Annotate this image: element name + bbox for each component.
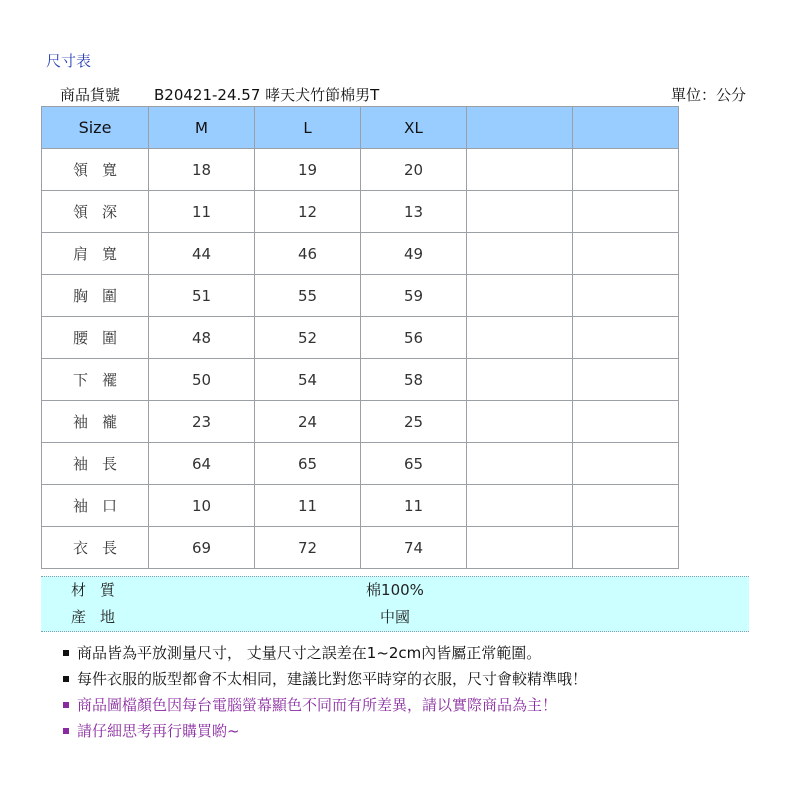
table-cell [467, 317, 573, 359]
table-cell [467, 149, 573, 191]
row-label: 胸圍 [42, 275, 149, 317]
table-cell [573, 527, 679, 569]
table-cell: 12 [255, 191, 361, 233]
row-label: 腰圍 [42, 317, 149, 359]
table-cell: 58 [361, 359, 467, 401]
origin-value: 中國 [379, 608, 410, 626]
product-code-value: B20421-24.57 哮天犬竹節棉男T [154, 86, 380, 104]
note-text: 商品皆為平放測量尺寸， 丈量尺寸之誤差在1~2cm內皆屬正常範圍。 [77, 644, 542, 662]
product-info [60, 84, 379, 105]
table-row [42, 527, 679, 569]
table-row [42, 233, 679, 275]
note-item [60, 640, 587, 666]
note-text: 每件衣服的版型都會不太相同，建議比對您平時穿的衣服，尺寸會較精準哦！ [77, 670, 588, 688]
header-xl: XL [361, 107, 467, 149]
row-label: 袖口 [42, 485, 149, 527]
row-label: 衣長 [42, 527, 149, 569]
table-cell: 72 [255, 527, 361, 569]
table-cell [467, 275, 573, 317]
table-cell [573, 359, 679, 401]
table-cell [467, 527, 573, 569]
table-cell [573, 401, 679, 443]
table-cell: 44 [149, 233, 255, 275]
note-text: 商品圖檔顏色因每台電腦螢幕顯色不同而有所差異，請以實際商品為主！ [77, 696, 558, 714]
notes-list [60, 640, 587, 744]
header-m: M [149, 107, 255, 149]
bullet-square-icon [63, 676, 69, 682]
table-cell: 11 [255, 485, 361, 527]
note-item [60, 718, 587, 744]
table-cell [467, 233, 573, 275]
table-cell: 52 [255, 317, 361, 359]
table-cell [573, 233, 679, 275]
table-cell [467, 401, 573, 443]
material-row [41, 577, 749, 604]
table-cell [573, 191, 679, 233]
table-cell: 56 [361, 317, 467, 359]
unit-label: 單位：公分 [670, 86, 746, 104]
table-cell: 64 [149, 443, 255, 485]
origin-row [41, 604, 749, 631]
table-row [42, 359, 679, 401]
size-header-row [42, 107, 679, 149]
table-row [42, 443, 679, 485]
table-cell [467, 443, 573, 485]
table-cell: 11 [149, 191, 255, 233]
table-cell: 18 [149, 149, 255, 191]
header-l: L [255, 107, 361, 149]
row-label: 肩寬 [42, 233, 149, 275]
table-cell [573, 149, 679, 191]
table-row [42, 317, 679, 359]
table-cell: 13 [361, 191, 467, 233]
row-label: 領深 [42, 191, 149, 233]
table-cell: 59 [361, 275, 467, 317]
table-cell [573, 317, 679, 359]
size-chart-title: 尺寸表 [46, 52, 92, 70]
table-row [42, 401, 679, 443]
table-cell: 65 [255, 443, 361, 485]
table-cell: 24 [255, 401, 361, 443]
table-cell: 23 [149, 401, 255, 443]
table-cell: 51 [149, 275, 255, 317]
table-cell: 10 [149, 485, 255, 527]
table-cell [573, 485, 679, 527]
note-item [60, 692, 587, 718]
table-cell: 46 [255, 233, 361, 275]
material-value: 棉100% [366, 581, 424, 599]
table-row [42, 149, 679, 191]
size-table [41, 106, 679, 569]
note-item [60, 666, 587, 692]
row-label: 袖襱 [42, 401, 149, 443]
table-cell: 55 [255, 275, 361, 317]
table-row [42, 275, 679, 317]
table-cell: 48 [149, 317, 255, 359]
table-cell: 11 [361, 485, 467, 527]
note-text: 請仔細思考再行購買喲~ [77, 722, 240, 740]
material-label: 材質 [71, 581, 130, 599]
table-cell: 20 [361, 149, 467, 191]
table-cell [573, 443, 679, 485]
header-empty [467, 107, 573, 149]
bullet-square-icon [63, 728, 69, 734]
row-label: 領寬 [42, 149, 149, 191]
table-cell [467, 359, 573, 401]
product-code-label: 商品貨號 [60, 86, 121, 104]
table-cell [467, 485, 573, 527]
header-size: Size [42, 107, 149, 149]
table-row [42, 485, 679, 527]
header-empty [573, 107, 679, 149]
table-cell: 74 [361, 527, 467, 569]
table-cell: 54 [255, 359, 361, 401]
table-cell: 19 [255, 149, 361, 191]
table-cell: 49 [361, 233, 467, 275]
table-row [42, 191, 679, 233]
table-cell: 50 [149, 359, 255, 401]
bullet-square-icon [63, 702, 69, 708]
table-cell [573, 275, 679, 317]
row-label: 下襬 [42, 359, 149, 401]
table-cell: 25 [361, 401, 467, 443]
bullet-square-icon [63, 650, 69, 656]
table-cell [467, 191, 573, 233]
material-origin-block [41, 576, 749, 632]
origin-label: 產地 [71, 608, 130, 626]
table-cell: 65 [361, 443, 467, 485]
row-label: 袖長 [42, 443, 149, 485]
table-cell: 69 [149, 527, 255, 569]
